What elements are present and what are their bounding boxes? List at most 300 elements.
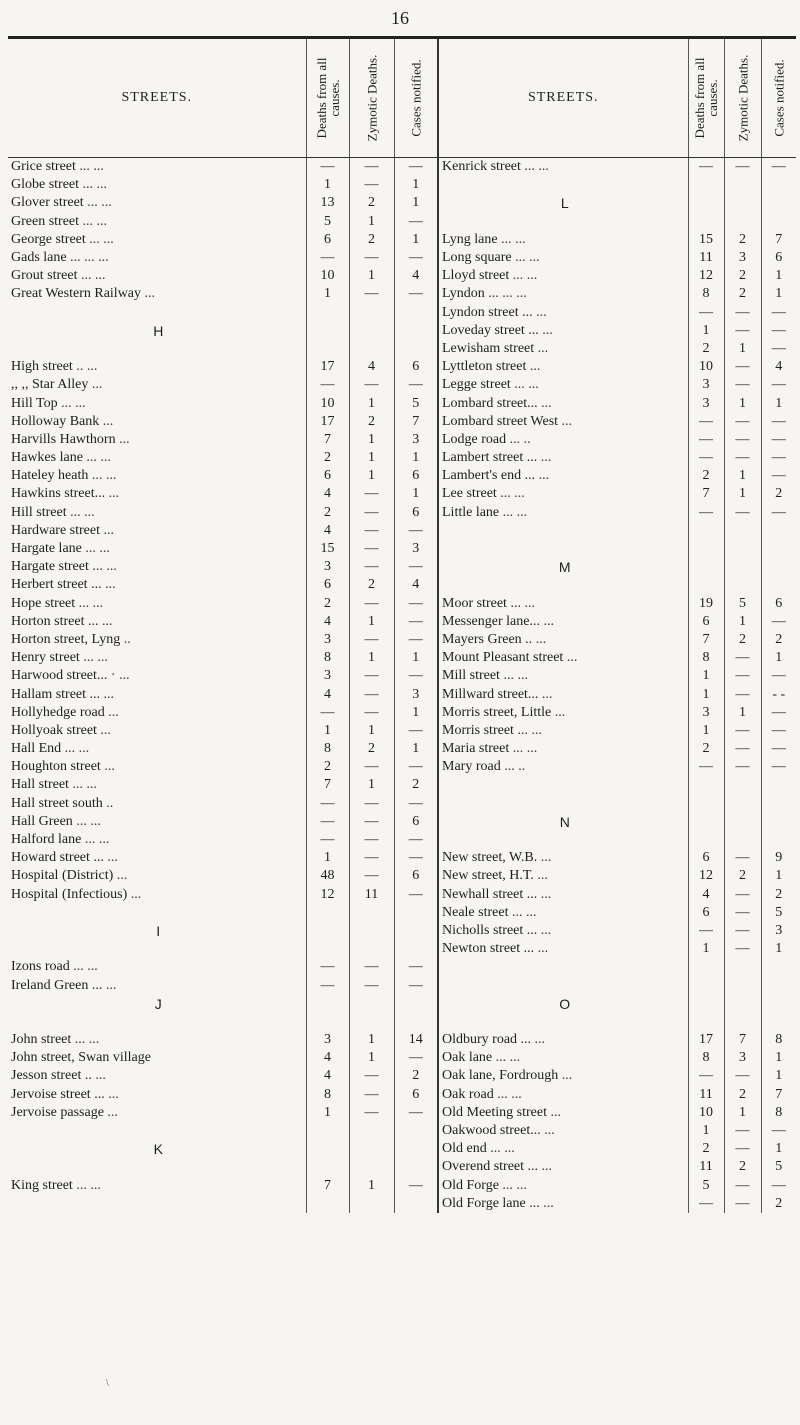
deaths-all-value: —	[688, 158, 724, 177]
cases-notified-value: 3	[394, 431, 438, 449]
deaths-all-value: 10	[688, 358, 724, 376]
zymotic-value: 1	[349, 1031, 394, 1049]
table-row	[8, 558, 796, 576]
leader-dots: ... ...	[85, 541, 110, 557]
street-label: Morris street, Little	[442, 704, 552, 720]
table-row	[8, 722, 796, 740]
deaths-all-value: 1	[306, 722, 349, 740]
zymotic-value	[724, 795, 761, 813]
zymotic-value	[724, 522, 761, 540]
street-name	[438, 1067, 688, 1085]
street-label: Hollyoak street	[11, 722, 97, 738]
cases-notified-value: —	[761, 613, 796, 631]
leader-dots: ... ...	[514, 377, 539, 393]
street-label: Hall street	[11, 777, 69, 793]
leader-dots: ... ...	[89, 231, 114, 247]
zymotic-value: —	[724, 649, 761, 667]
street-name	[438, 340, 688, 358]
leader-dots: .. ...	[76, 359, 98, 375]
cases-notified-value	[394, 1158, 438, 1176]
zymotic-value: 1	[724, 704, 761, 722]
table-row	[8, 358, 796, 376]
deaths-all-value: —	[306, 795, 349, 813]
street-label: Green street	[11, 213, 80, 229]
cases-notified-value: 1	[761, 649, 796, 667]
leader-dots: ... ...	[515, 250, 540, 266]
zymotic-value: 3	[724, 1049, 761, 1067]
street-name	[8, 649, 306, 667]
cases-notified-value: 3	[394, 540, 438, 558]
leader-dots: ...	[540, 886, 552, 902]
street-name	[8, 304, 306, 322]
table-row	[8, 649, 796, 667]
cases-notified-value: —	[394, 376, 438, 394]
cases-notified-value	[761, 540, 796, 558]
leader-dots: ...	[91, 377, 103, 393]
table-row	[8, 449, 796, 467]
zymotic-value: —	[349, 795, 394, 813]
street-name	[438, 213, 688, 231]
leader-dots: ...	[541, 395, 552, 411]
street-label: Lewisham street	[442, 340, 535, 356]
deaths-all-value: 4	[306, 613, 349, 631]
table-row	[8, 813, 796, 831]
table-row	[8, 1013, 796, 1031]
deaths-all-value: 10	[306, 394, 349, 412]
cases-notified-value: 5	[394, 394, 438, 412]
street-name	[8, 504, 306, 522]
cases-notified-value: —	[394, 758, 438, 776]
street-name	[438, 1195, 688, 1213]
street-name	[8, 613, 306, 631]
street-name	[438, 504, 688, 522]
deaths-all-value	[688, 576, 724, 594]
street-label: King street	[11, 1177, 73, 1193]
cases-notified-value: - -	[761, 685, 796, 703]
deaths-all-value: 13	[306, 194, 349, 212]
street-name	[438, 795, 688, 813]
leader-dots: ... ...	[87, 195, 112, 211]
zymotic-value	[724, 813, 761, 831]
deaths-all-value: 3	[306, 631, 349, 649]
street-name	[438, 576, 688, 594]
table-row	[8, 522, 796, 540]
street-label: Hawkins street...	[11, 486, 106, 502]
table-row	[8, 776, 796, 794]
cases-notified-value: 8	[761, 1031, 796, 1049]
header-deaths-all-left: Deaths from all causes.	[306, 39, 349, 158]
table-row	[8, 158, 796, 177]
deaths-all-value: 6	[306, 231, 349, 249]
zymotic-value: 2	[724, 1086, 761, 1104]
cases-notified-value: —	[761, 704, 796, 722]
leader-dots: ..	[123, 631, 131, 647]
street-name	[8, 795, 306, 813]
deaths-all-value: 3	[306, 558, 349, 576]
street-name	[8, 776, 306, 794]
leader-dots: ...	[538, 468, 550, 484]
table-row	[8, 1140, 796, 1158]
deaths-all-value: 6	[688, 849, 724, 867]
deaths-all-value: 2	[688, 340, 724, 358]
deaths-all-value: 4	[306, 685, 349, 703]
deaths-all-value: 8	[688, 1049, 724, 1067]
zymotic-value: —	[724, 358, 761, 376]
street-name	[8, 704, 306, 722]
street-label: Herbert street ...	[11, 577, 102, 593]
street-label: Lambert's end ...	[442, 468, 536, 484]
street-name	[438, 322, 688, 340]
street-name	[8, 394, 306, 412]
street-label: High street	[11, 359, 73, 375]
zymotic-value	[724, 213, 761, 231]
cases-notified-value: 6	[394, 867, 438, 885]
street-name	[438, 358, 688, 376]
deaths-all-value	[306, 1195, 349, 1213]
street-label: Hall street south	[11, 795, 103, 811]
header-zymotic-left: Zymotic Deaths.	[349, 39, 394, 158]
zymotic-value	[349, 304, 394, 322]
deaths-all-value	[306, 322, 349, 340]
leader-dots: ...	[102, 413, 114, 429]
street-label: Henry street	[11, 650, 80, 666]
street-label: Millward street...	[442, 686, 539, 702]
street-label: Old Forge lane ...	[442, 1195, 540, 1211]
table-row	[8, 431, 796, 449]
zymotic-value	[724, 831, 761, 849]
deaths-all-value: 7	[688, 485, 724, 503]
zymotic-value: —	[724, 158, 761, 177]
zymotic-value: —	[349, 558, 394, 576]
cases-notified-value	[761, 1013, 796, 1031]
deaths-all-value: 3	[688, 376, 724, 394]
cases-notified-value: —	[761, 1177, 796, 1195]
deaths-all-value: 4	[306, 485, 349, 503]
zymotic-value: —	[724, 1177, 761, 1195]
cases-notified-value: —	[394, 849, 438, 867]
zymotic-value: 1	[724, 1104, 761, 1122]
deaths-all-value: 11	[688, 249, 724, 267]
street-name	[438, 958, 688, 976]
leader-dots: ...	[106, 559, 117, 575]
cases-notified-value: 1	[761, 1140, 796, 1158]
zymotic-value	[724, 1013, 761, 1031]
zymotic-value	[724, 194, 761, 212]
street-label: Howard street ...	[11, 850, 104, 866]
street-label: John street	[11, 1032, 72, 1048]
leader-dots: ... ...	[503, 668, 528, 684]
zymotic-value	[724, 558, 761, 576]
zymotic-value: —	[724, 304, 761, 322]
street-label: Hargate lane	[11, 541, 82, 557]
leader-dots: ... ...	[91, 468, 117, 484]
leader-dots: ...	[541, 686, 553, 702]
deaths-all-value	[306, 995, 349, 1013]
deaths-all-value: 7	[688, 631, 724, 649]
cases-notified-value: 1	[761, 267, 796, 285]
street-name	[438, 1013, 688, 1031]
street-label: Holloway Bank	[11, 413, 100, 429]
deaths-all-value	[688, 795, 724, 813]
street-label: Moor street	[442, 595, 507, 611]
cases-notified-value: —	[761, 340, 796, 358]
leader-dots: ... ...	[500, 486, 525, 502]
deaths-all-value: 17	[688, 1031, 724, 1049]
table-row	[8, 976, 796, 994]
street-label: Lombard street West	[442, 413, 559, 429]
zymotic-value: 1	[349, 467, 394, 485]
table-row	[8, 595, 796, 613]
street-name	[8, 158, 306, 177]
street-label: Lloyd street	[442, 268, 510, 284]
table-row	[8, 540, 796, 558]
deaths-all-value: —	[688, 922, 724, 940]
zymotic-value: 4	[349, 358, 394, 376]
leader-dots: ... ...	[80, 268, 106, 284]
cases-notified-value	[394, 1013, 438, 1031]
table-row	[8, 285, 796, 303]
cases-notified-value: 7	[761, 231, 796, 249]
cases-notified-value: —	[394, 722, 438, 740]
street-label: Jesson street ..	[11, 1068, 92, 1084]
street-label: Lyndon	[442, 286, 485, 302]
cases-notified-value	[394, 340, 438, 358]
cases-notified-value: 6	[394, 813, 438, 831]
street-label: Overend street ...	[442, 1159, 539, 1175]
street-name	[8, 976, 306, 994]
deaths-all-value: 17	[306, 358, 349, 376]
cases-notified-value: —	[761, 431, 796, 449]
deaths-all-value	[688, 1013, 724, 1031]
deaths-all-value: —	[688, 758, 724, 776]
zymotic-value: —	[724, 722, 761, 740]
zymotic-value: 1	[349, 649, 394, 667]
street-label: Oakwood street...	[442, 1123, 541, 1139]
street-name	[8, 231, 306, 249]
page-number: 16	[391, 8, 409, 28]
street-label: Gads lane	[11, 250, 67, 266]
table-row	[8, 576, 796, 594]
street-name	[8, 667, 306, 685]
table-row	[8, 740, 796, 758]
zymotic-value: 2	[349, 413, 394, 431]
street-name	[438, 631, 688, 649]
zymotic-value: 2	[724, 867, 761, 885]
street-label: Oldbury road ...	[442, 1032, 532, 1048]
table-row	[8, 1158, 796, 1176]
deaths-all-value: 1	[688, 940, 724, 958]
cases-notified-value	[761, 522, 796, 540]
zymotic-value: —	[349, 831, 394, 849]
table-row	[8, 631, 796, 649]
street-name	[438, 285, 688, 303]
street-name	[438, 849, 688, 867]
street-label: Hospital (District)	[11, 868, 114, 884]
street-label: Hall End	[11, 741, 62, 757]
zymotic-value	[349, 1122, 394, 1140]
zymotic-value: 1	[724, 340, 761, 358]
street-label: New street, H.T.	[442, 868, 534, 884]
header-deaths-all-right: Deaths from all causes.	[688, 39, 724, 158]
street-label: Ireland Green ...	[11, 977, 103, 993]
leader-dots: ...	[108, 704, 119, 720]
cases-notified-value	[761, 976, 796, 994]
deaths-all-value: 8	[306, 740, 349, 758]
street-label: Lyng lane	[442, 231, 498, 247]
footer-mark: \	[106, 1378, 109, 1389]
street-name	[8, 958, 306, 976]
street-name	[8, 831, 306, 849]
deaths-all-value: 7	[306, 776, 349, 794]
leader-dots: ...	[543, 613, 554, 629]
deaths-all-value	[306, 1122, 349, 1140]
zymotic-value: —	[724, 849, 761, 867]
street-name	[438, 740, 688, 758]
street-label: Grice street	[11, 159, 76, 175]
deaths-all-value	[306, 1013, 349, 1031]
leader-dots: ... ...	[497, 1086, 522, 1102]
street-name	[438, 722, 688, 740]
street-label: New street, W.B.	[442, 850, 538, 866]
zymotic-value: 2	[349, 231, 394, 249]
street-name	[8, 940, 306, 958]
header-notified-left: Cases notified.	[394, 39, 438, 158]
street-name	[438, 649, 688, 667]
leader-dots: ... ...	[64, 741, 90, 757]
section-letter: K	[153, 1141, 163, 1158]
street-name	[438, 1104, 688, 1122]
zymotic-value: —	[349, 1067, 394, 1085]
zymotic-value: —	[724, 685, 761, 703]
leader-dots: ... ...	[495, 1050, 521, 1066]
leader-dots: ...	[535, 631, 547, 647]
cases-notified-value	[394, 1122, 438, 1140]
cases-notified-value: —	[394, 958, 438, 976]
cases-notified-value: —	[394, 886, 438, 904]
street-name	[8, 1177, 306, 1195]
table-row	[8, 322, 796, 340]
street-name	[438, 231, 688, 249]
deaths-all-value: 1	[688, 667, 724, 685]
table-row	[8, 685, 796, 703]
deaths-all-value: 7	[306, 1177, 349, 1195]
cases-notified-value: 3	[394, 685, 438, 703]
mortality-table	[8, 36, 798, 1213]
street-name	[8, 1067, 306, 1085]
table-row	[8, 758, 796, 776]
street-name	[438, 304, 688, 322]
zymotic-value: —	[349, 667, 394, 685]
section-letter: H	[153, 322, 164, 339]
street-label: Hill Top	[11, 395, 58, 411]
street-label: Halford lane	[11, 832, 82, 848]
cases-notified-value: 6	[761, 249, 796, 267]
street-name	[8, 886, 306, 904]
zymotic-value: —	[724, 758, 761, 776]
cases-notified-value: —	[394, 631, 438, 649]
street-name	[8, 813, 306, 831]
leader-dots: ...	[540, 450, 552, 466]
street-label: Kenrick street ...	[442, 159, 535, 175]
cases-notified-value: —	[761, 376, 796, 394]
zymotic-value: —	[349, 504, 394, 522]
table-row	[8, 1104, 796, 1122]
zymotic-value: 1	[349, 722, 394, 740]
zymotic-value: —	[724, 740, 761, 758]
street-name	[8, 249, 306, 267]
street-name	[8, 449, 306, 467]
zymotic-value	[349, 904, 394, 922]
street-label: Great Western Railway	[11, 286, 142, 302]
leader-dots: ... ... ...	[70, 250, 109, 266]
cases-notified-value: 1	[761, 867, 796, 885]
leader-dots: ...	[529, 359, 541, 375]
zymotic-value: —	[349, 376, 394, 394]
leader-dots: ...	[534, 1032, 546, 1048]
zymotic-value: —	[724, 904, 761, 922]
deaths-all-value: 11	[688, 1086, 724, 1104]
street-name	[8, 576, 306, 594]
zymotic-value: —	[349, 285, 394, 303]
leader-dots: ... ... ...	[488, 286, 527, 302]
table-row	[8, 904, 796, 922]
street-name	[8, 1013, 306, 1031]
street-label: Grout street	[11, 268, 78, 284]
leader-dots: ...	[119, 431, 130, 447]
deaths-all-value: —	[688, 1067, 724, 1085]
zymotic-value: —	[724, 1067, 761, 1085]
cases-notified-value	[394, 1195, 438, 1213]
cases-notified-value: 7	[394, 413, 438, 431]
header-row	[8, 39, 796, 158]
cases-notified-value: —	[761, 740, 796, 758]
cases-notified-value	[394, 922, 438, 940]
street-label: Neale street	[442, 904, 509, 920]
leader-dots: ..	[106, 795, 114, 811]
street-name	[8, 376, 306, 394]
street-name	[438, 176, 688, 194]
zymotic-value: —	[349, 158, 394, 177]
leader-dots: ... ...	[78, 595, 104, 611]
cases-notified-value: 1	[394, 704, 438, 722]
zymotic-value	[349, 922, 394, 940]
leader-dots: · ...	[110, 668, 130, 684]
deaths-all-value	[688, 976, 724, 994]
zymotic-value: —	[349, 1086, 394, 1104]
zymotic-value: —	[724, 322, 761, 340]
street-label: Izons road	[11, 959, 70, 975]
street-label: Mill street	[442, 668, 500, 684]
street-name	[8, 685, 306, 703]
street-label: Lambert street ...	[442, 450, 538, 466]
cases-notified-value: 2	[394, 776, 438, 794]
leader-dots: ...	[536, 304, 547, 320]
street-label: Loveday street ...	[442, 322, 539, 338]
leader-dots: ...	[107, 1104, 118, 1120]
zymotic-value: —	[349, 813, 394, 831]
leader-dots: ...	[537, 941, 549, 957]
deaths-all-value: 19	[688, 595, 724, 613]
deaths-all-value: 48	[306, 867, 349, 885]
street-name	[8, 540, 306, 558]
deaths-all-value: —	[306, 976, 349, 994]
zymotic-value: 2	[724, 631, 761, 649]
street-name	[438, 394, 688, 412]
street-label: Newton street ...	[442, 941, 535, 957]
cases-notified-value: —	[761, 722, 796, 740]
street-name	[438, 249, 688, 267]
zymotic-value: 5	[724, 595, 761, 613]
